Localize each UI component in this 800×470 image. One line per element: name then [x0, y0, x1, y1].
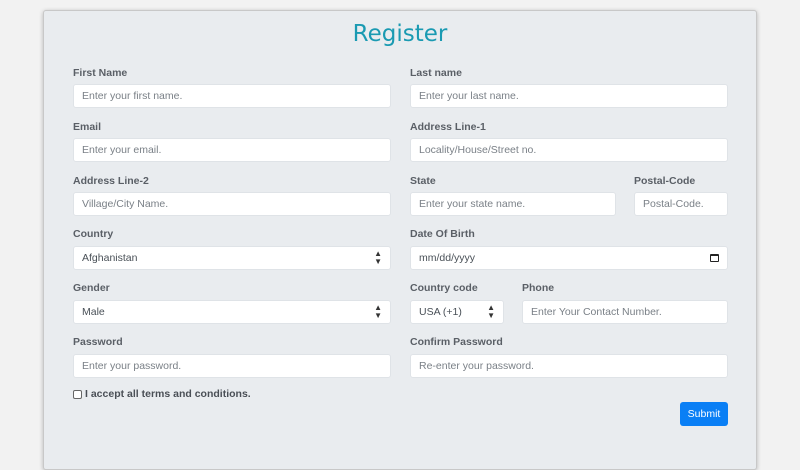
gender-label: Gender — [73, 282, 110, 294]
dob-input[interactable] — [410, 246, 728, 270]
last-name-label: Last name — [410, 67, 462, 79]
select-arrows-icon: ▲ ▼ — [487, 303, 495, 320]
select-arrows-icon: ▲ ▼ — [374, 249, 382, 266]
email-placeholder: Enter your email. — [82, 144, 162, 156]
page-title: Register — [352, 21, 448, 47]
first-name-label: First Name — [73, 67, 128, 79]
email-input[interactable] — [73, 138, 391, 162]
address1-placeholder: Locality/House/Street no. — [419, 144, 537, 156]
address1-input[interactable] — [410, 138, 728, 162]
password-label: Password — [73, 336, 123, 348]
address1-label: Address Line-1 — [410, 121, 486, 133]
first-name-placeholder: Enter your first name. — [82, 90, 183, 102]
phone-label: Phone — [522, 282, 555, 294]
last-name-placeholder: Enter your last name. — [419, 90, 519, 102]
state-placeholder: Enter your state name. — [419, 198, 526, 210]
confirm-password-placeholder: Re-enter your password. — [419, 360, 534, 372]
postal-code-placeholder: Postal-Code. — [643, 198, 704, 210]
terms-row — [73, 388, 251, 400]
address2-placeholder: Village/City Name. — [82, 198, 169, 210]
country-code-select[interactable] — [410, 300, 504, 324]
state-input[interactable] — [410, 192, 616, 216]
terms-checkbox[interactable] — [73, 390, 82, 399]
phone-input[interactable] — [522, 300, 728, 324]
address2-label: Address Line-2 — [73, 175, 149, 187]
dob-label: Date Of Birth — [410, 228, 475, 240]
dob-placeholder: mm/dd/yyyy — [419, 252, 476, 264]
last-name-input[interactable] — [410, 84, 728, 108]
calendar-icon[interactable] — [710, 254, 719, 262]
terms-label[interactable]: I accept all terms and conditions. — [85, 388, 251, 400]
country-label: Country — [73, 228, 114, 240]
phone-placeholder: Enter Your Contact Number. — [531, 306, 662, 318]
register-card — [43, 10, 757, 470]
postal-code-label: Postal-Code — [634, 175, 696, 187]
address2-input[interactable] — [73, 192, 391, 216]
select-arrows-icon: ▲ ▼ — [374, 303, 382, 320]
country-value: Afghanistan — [82, 252, 138, 264]
country-code-label: Country code — [410, 282, 478, 294]
country-code-value: USA (+1) — [419, 306, 462, 318]
postal-code-input[interactable] — [634, 192, 728, 216]
gender-value: Male — [82, 306, 105, 318]
first-name-input[interactable] — [73, 84, 391, 108]
gender-select[interactable] — [73, 300, 391, 324]
country-select[interactable] — [73, 246, 391, 270]
password-input[interactable] — [73, 354, 391, 378]
email-label: Email — [73, 121, 102, 133]
submit-button[interactable]: Submit — [680, 402, 728, 426]
password-placeholder: Enter your password. — [82, 360, 182, 372]
state-label: State — [410, 175, 436, 187]
confirm-password-input[interactable] — [410, 354, 728, 378]
confirm-password-label: Confirm Password — [410, 336, 503, 348]
